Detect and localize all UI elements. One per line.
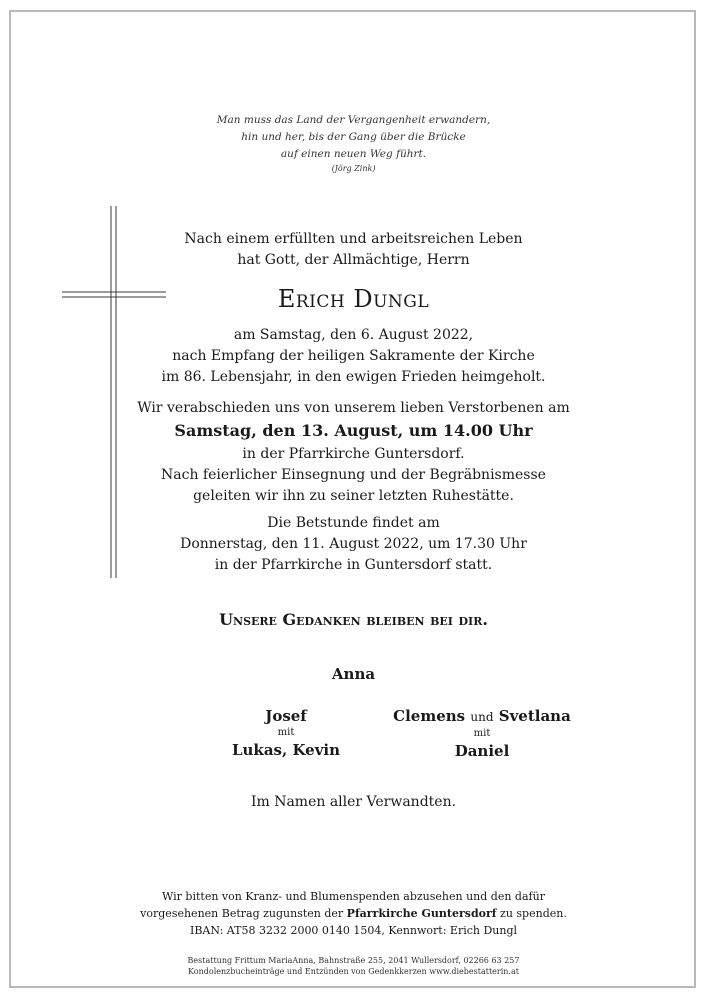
death-line: am Samstag, den 6. August 2022, xyxy=(233,327,474,343)
death-notice xyxy=(40,325,667,388)
footer-line: Bestattung Frittum MariaAnna, Bahnstraße 255, 2041 Wullersdorf, 02266 63 257 xyxy=(187,956,520,965)
quote-line: hin und her, bis der Gang über die Brücke xyxy=(241,131,466,143)
donation-recipient: Pfarrkirche Guntersdorf xyxy=(346,907,497,920)
funeral-date: Samstag, den 13. August, um 14.00 Uhr xyxy=(174,421,533,440)
family-connector: mit xyxy=(277,727,295,738)
family-right xyxy=(382,706,582,761)
quote-line: Man muss das Land der Vergangenheit erwandern, xyxy=(216,114,491,126)
donation-text: zu spenden. xyxy=(500,907,567,920)
funeral-line: Nach feierlicher Einsegnung und der Begräbnismesse xyxy=(161,467,546,483)
prayer-line: in der Pfarrkirche in Guntersdorf statt. xyxy=(214,557,493,573)
funeral-home-footer xyxy=(40,955,667,977)
donation-line: Wir bitten von Kranz- und Blumenspenden abzusehen und den dafür xyxy=(162,890,545,903)
family-head: Anna xyxy=(331,665,376,683)
quote-line: auf einen neuen Weg führt. xyxy=(280,148,427,160)
death-line: nach Empfang der heiligen Sakramente der Kirche xyxy=(172,348,535,364)
funeral-line: in der Pfarrkirche Guntersdorf. xyxy=(242,446,465,462)
donation-notice xyxy=(40,888,667,939)
motto: Unsere Gedanken bleiben bei dir. xyxy=(219,610,488,629)
family-couple xyxy=(382,706,582,727)
family-member: Josef xyxy=(265,707,307,725)
death-line: im 86. Lebensjahr, in den ewigen Frieden heimgeholt. xyxy=(161,369,546,385)
family-children: Lukas, Kevin xyxy=(231,741,341,759)
intro-line: Nach einem erfüllten und arbeitsreichen Leben xyxy=(184,231,523,247)
deceased-name: Erich Dungl xyxy=(277,285,430,313)
family-member: Clemens xyxy=(393,707,466,725)
intro-line: hat Gott, der Allmächtige, Herrn xyxy=(237,252,470,268)
family-connector: und xyxy=(470,710,494,724)
quote xyxy=(40,112,667,175)
donation-text: vorgesehenen Betrag zugunsten der xyxy=(140,907,344,920)
funeral-details xyxy=(40,444,667,507)
prayer-line: Die Betstunde findet am xyxy=(267,515,440,531)
family-children: Daniel xyxy=(454,742,510,760)
intro-text xyxy=(40,229,667,271)
relatives-signature: Im Namen aller Verwandten. xyxy=(250,794,457,810)
donation-line xyxy=(40,905,667,922)
family-connector: mit xyxy=(473,728,491,739)
family-member: Svetlana xyxy=(498,707,571,725)
prayer-notice xyxy=(40,513,667,576)
prayer-line: Donnerstag, den 11. August 2022, um 17.30 Uhr xyxy=(180,536,527,552)
donation-iban: IBAN: AT58 3232 2000 0140 1504, Kennwort: Erich Dungl xyxy=(189,924,518,937)
quote-author: (Jörg Zink) xyxy=(331,164,376,173)
farewell-intro: Wir verabschieden uns von unserem lieben Verstorbenen am xyxy=(137,400,570,416)
family-left xyxy=(186,706,386,760)
footer-line: Kondolenzbucheinträge und Entzünden von Gedenkkerzen www.diebestatterin.at xyxy=(188,967,519,976)
funeral-line: geleiten wir ihn zu seiner letzten Ruhestätte. xyxy=(193,488,514,504)
